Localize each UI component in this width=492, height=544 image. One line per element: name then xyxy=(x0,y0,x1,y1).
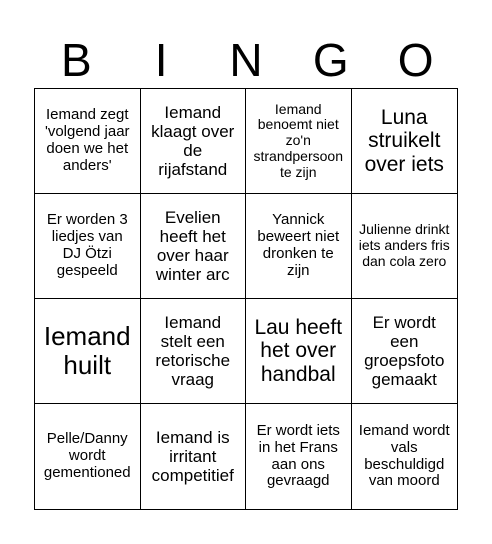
bingo-cell[interactable] xyxy=(35,89,141,194)
cell-text: Iemand klaagt over de rijafstand xyxy=(151,102,235,180)
bingo-cell[interactable] xyxy=(352,404,458,509)
bingo-board xyxy=(34,88,458,510)
cell-text: Iemand benoemt niet zo'n strandpersoon te zijn xyxy=(253,100,343,180)
bingo-cell[interactable] xyxy=(246,404,352,509)
cell-text: Er wordt iets in het Frans aan ons gevraagd xyxy=(256,421,340,490)
bingo-cell[interactable] xyxy=(141,194,247,299)
cell-text: Lau heeft het over handbal xyxy=(254,315,343,386)
cell-text: Er wordt een groepsfoto gemaakt xyxy=(364,312,445,390)
header-letter-g: G xyxy=(312,34,349,86)
cell-text: Iemand huilt xyxy=(43,320,131,380)
bingo-cell[interactable] xyxy=(352,194,458,299)
cell-text: Luna struikelt over iets xyxy=(364,105,444,176)
header-letter-o: O xyxy=(397,34,434,86)
header-letter-i: I xyxy=(154,34,168,86)
cell-text: Julienne drinkt iets anders fris dan cola zero xyxy=(358,221,450,269)
bingo-cell[interactable] xyxy=(141,89,247,194)
bingo-cell[interactable] xyxy=(35,299,141,404)
cell-text: Iemand wordt vals beschuldigd van moord xyxy=(358,421,450,490)
bingo-cell[interactable] xyxy=(246,89,352,194)
header-letter-n: N xyxy=(229,34,263,86)
bingo-cell[interactable] xyxy=(141,299,247,404)
bingo-cell[interactable] xyxy=(352,89,458,194)
bingo-cell[interactable] xyxy=(246,299,352,404)
bingo-header xyxy=(34,32,458,88)
cell-text: Iemand is irritant competitief xyxy=(151,427,234,486)
bingo-cell[interactable] xyxy=(35,404,141,509)
header-letter-b: B xyxy=(61,34,92,86)
cell-text: Pelle/Danny wordt gementioned xyxy=(43,430,131,481)
bingo-cell[interactable] xyxy=(35,194,141,299)
bingo-cell[interactable] xyxy=(352,299,458,404)
bingo-cell[interactable] xyxy=(141,404,247,509)
cell-text: Evelien heeft het over haar winter arc xyxy=(155,207,230,285)
cell-text: Iemand zegt 'volgend jaar doen we het anders' xyxy=(44,106,130,174)
cell-text: Iemand stelt een retorische vraag xyxy=(155,312,231,390)
cell-text: Yannick beweert niet dronken te zijn xyxy=(257,211,340,279)
cell-text: Er worden 3 liedjes van DJ Ötzi gespeeld xyxy=(46,211,128,279)
bingo-cell[interactable] xyxy=(246,194,352,299)
